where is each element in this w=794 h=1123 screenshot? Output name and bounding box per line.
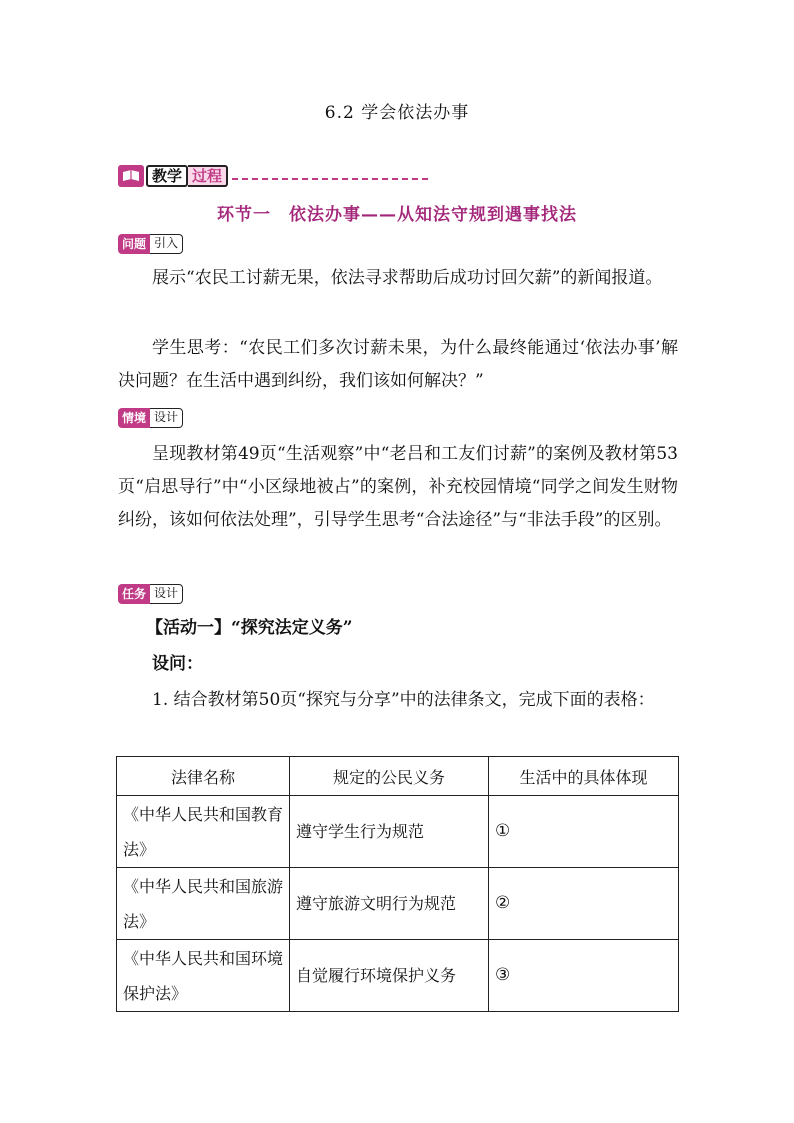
question-prompt: 设问：: [152, 654, 203, 674]
section-banner: [118, 164, 428, 188]
law-name-cell: 《中华人民共和国教育法》: [117, 796, 290, 868]
tag-scenario-design: [118, 408, 183, 428]
intro-paragraph-2: 学生思考：“农民工们多次讨薪未果，为什么最终能通过‘依法办事’解决问题？在生活中遇到纠纷，我们该如何解决？”: [118, 338, 678, 391]
law-name-cell: 《中华人民共和国旅游法》: [117, 868, 290, 940]
intro-paragraph-1: 展示“农民工讨薪无果，依法寻求帮助后成功讨回欠薪”的新闻报道。: [152, 268, 663, 288]
book-icon: [118, 165, 144, 187]
tag-task-design: [118, 584, 183, 604]
header-manifestation: 生活中的具体体现: [489, 757, 679, 796]
answer-cell: ②: [489, 868, 679, 940]
obligation-cell: 自觉履行环境保护义务: [290, 940, 489, 1012]
banner-divider: [232, 178, 428, 180]
tag-sublabel: 设计: [150, 584, 183, 604]
question-1: 1. 结合教材第50页“探究与分享”中的法律条文，完成下面的表格：: [152, 690, 655, 710]
answer-cell: ①: [489, 796, 679, 868]
header-law-name: 法律名称: [117, 757, 290, 796]
tag-label: 任务: [118, 584, 150, 604]
table-row: [117, 796, 679, 868]
table-row: [117, 940, 679, 1012]
header-obligation: 规定的公民义务: [290, 757, 489, 796]
tag-sublabel: 设计: [150, 408, 183, 428]
law-name-cell: 《中华人民共和国环境保护法》: [117, 940, 290, 1012]
answer-cell: ③: [489, 940, 679, 1012]
table-header-row: [117, 757, 679, 796]
tag-label: 情境: [118, 408, 150, 428]
table-row: [117, 868, 679, 940]
scenario-paragraph: 呈现教材第49页“生活观察”中“老吕和工友们讨薪”的案例及教材第53页“启思导行”中“小区绿地被占”的案例，补充校园情境“同学之间发生财物纠纷，该如何依法处理”，引导学生思考“合法途径”与“非法手段”的区别。: [118, 444, 678, 530]
activity-title: 【活动一】“探究法定义务”: [146, 618, 353, 638]
banner-label-2: 过程: [188, 165, 228, 187]
page-title: 6.2 学会依法办事: [324, 103, 470, 123]
tag-label: 问题: [118, 234, 150, 254]
obligation-cell: 遵守旅游文明行为规范: [290, 868, 489, 940]
tag-sublabel: 引入: [150, 234, 183, 254]
law-obligation-table: [116, 756, 679, 1012]
banner-label-1: 教学: [146, 165, 188, 187]
tag-question-intro: [118, 234, 183, 254]
section-heading: 环节一 依法办事——从知法守规到遇事找法: [217, 205, 577, 225]
obligation-cell: 遵守学生行为规范: [290, 796, 489, 868]
